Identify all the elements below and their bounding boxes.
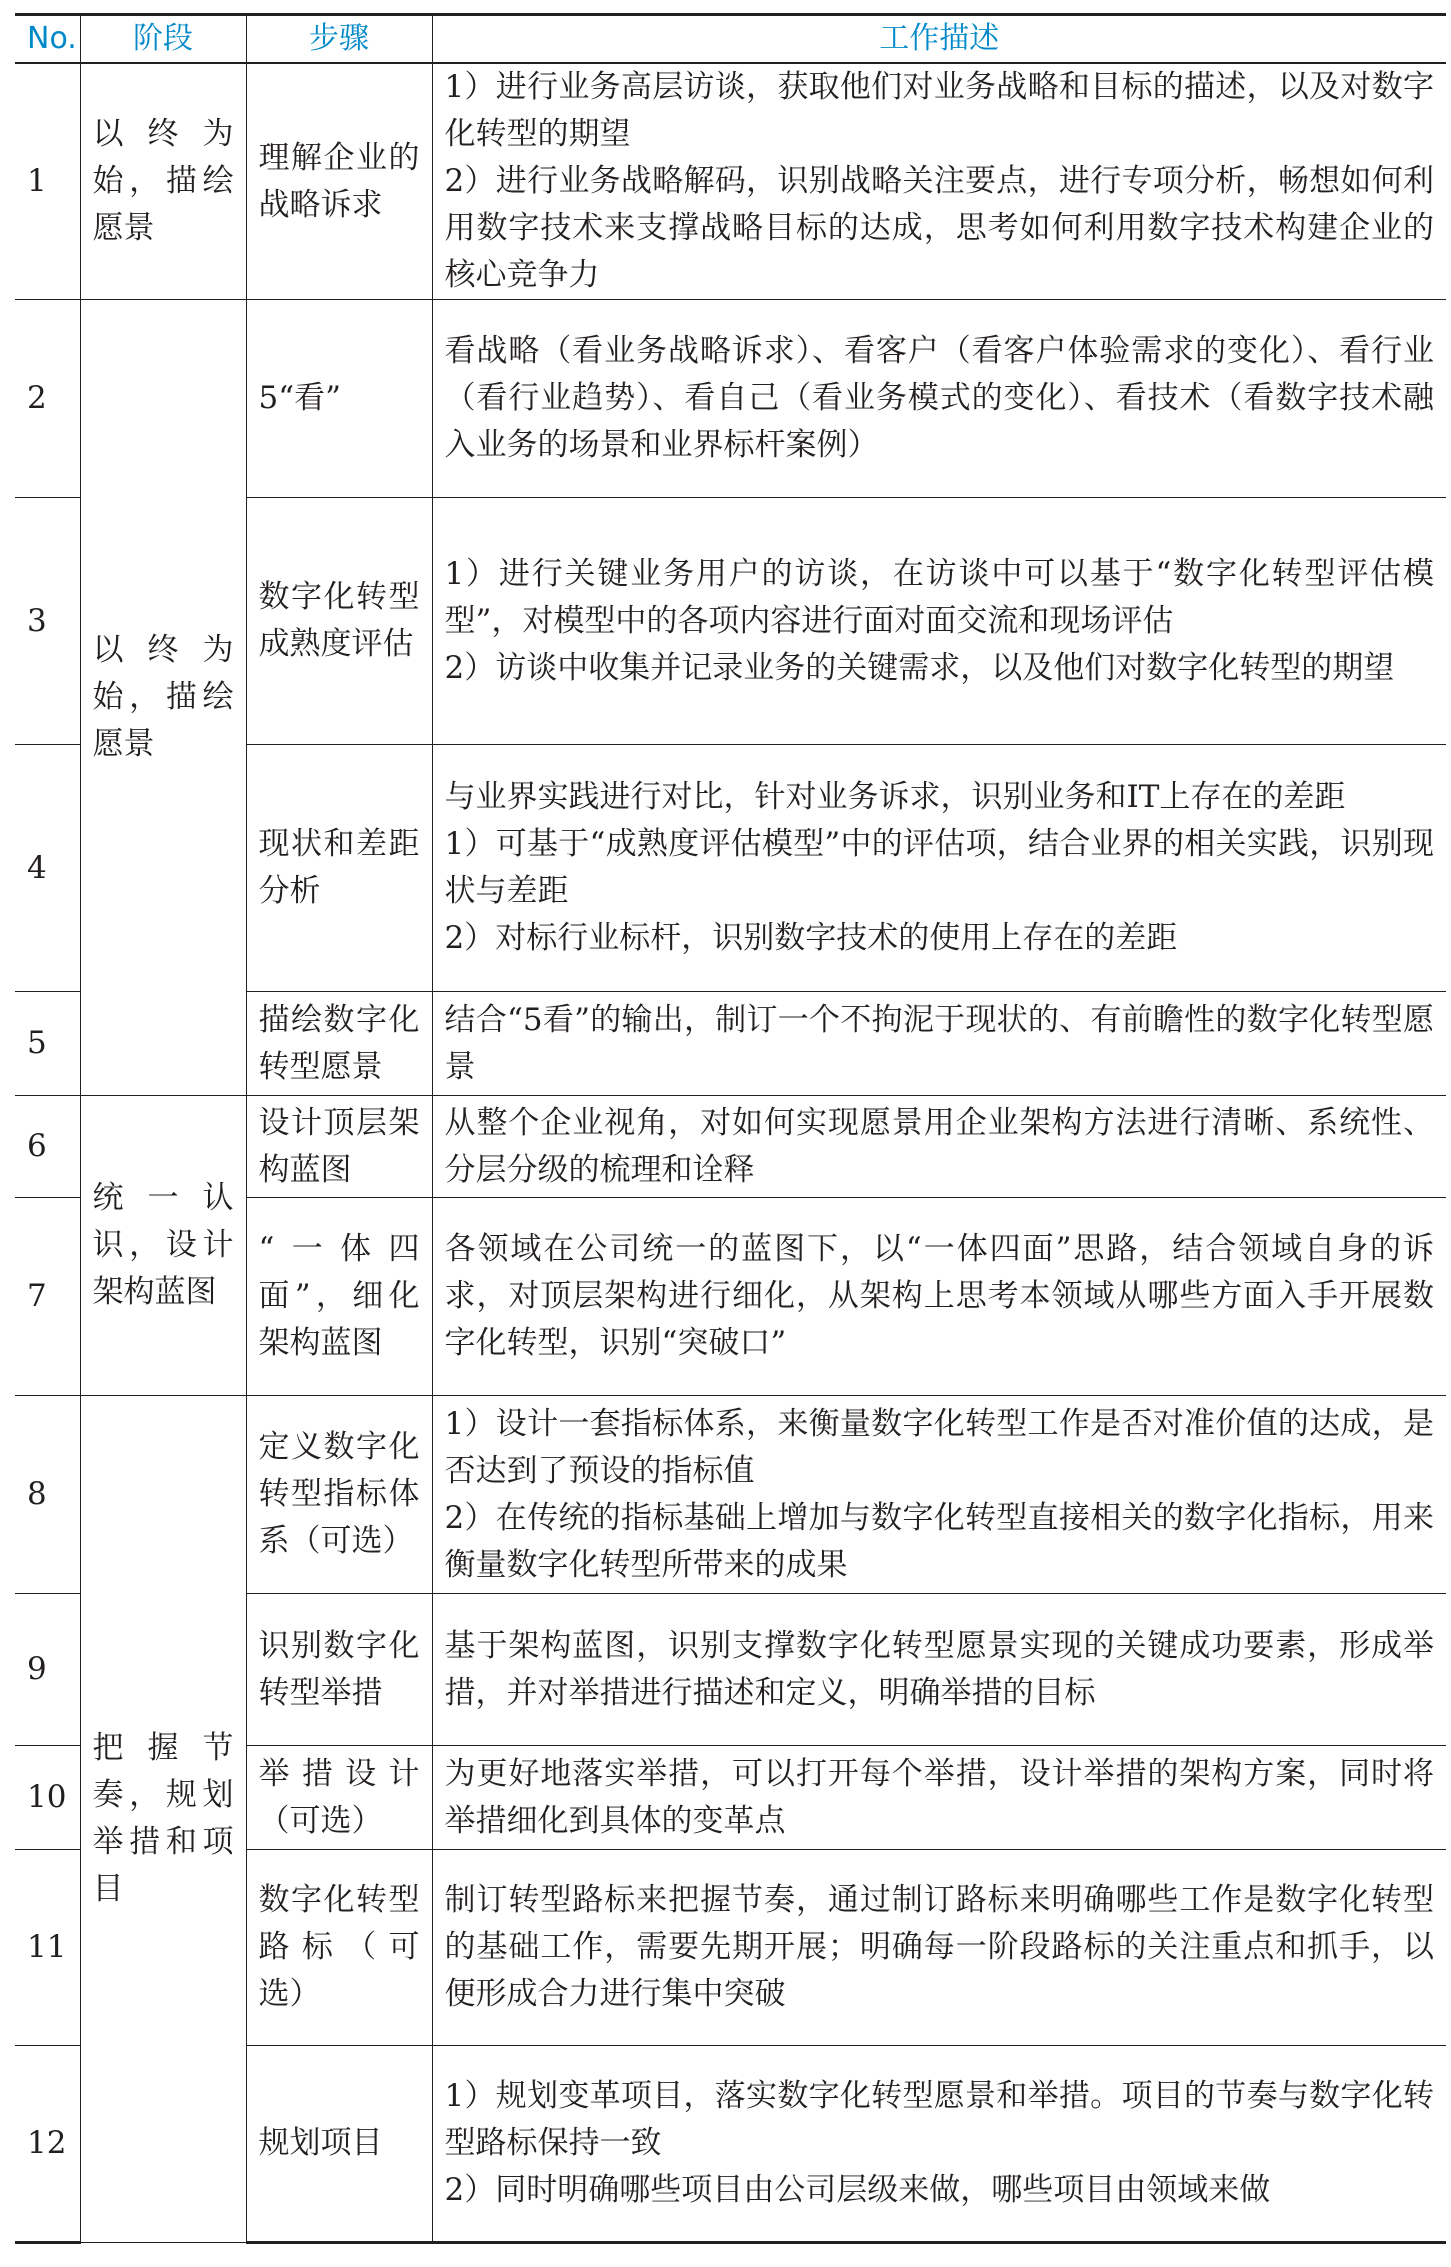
description-cell (432, 1198, 1446, 1396)
description-cell (432, 745, 1446, 992)
row-number: 1 (15, 63, 80, 300)
stage-cell: 以终为始，描绘愿景 (80, 300, 246, 1096)
step-cell: 现状和差距分析 (246, 745, 432, 992)
table-row (15, 1396, 1446, 1594)
description-cell (432, 1746, 1446, 1850)
row-number: 10 (15, 1746, 80, 1850)
stage-cell: 把握节奏，规划举措和项目 (80, 1396, 246, 2243)
description-line: 与业界实践进行对比，针对业务诉求，识别业务和IT上存在的差距 (444, 779, 1346, 815)
table-row (15, 1096, 1446, 1198)
row-number: 5 (15, 992, 80, 1096)
description-line: 各领域在公司统一的蓝图下，以“一体四面”思路，结合领域自身的诉求，对顶层架构进行细化，从架构上思考本领域从哪些方面入手开展数字化转型，识别“突破口” (444, 1231, 1434, 1361)
stage-cell: 以终为始，描绘愿景 (80, 63, 246, 300)
description-line: 1）可基于“成熟度评估模型”中的评估项，结合业界的相关实践，识别现状与差距 (444, 826, 1434, 909)
header-no: No. (15, 15, 80, 64)
description-cell (432, 1396, 1446, 1594)
table-row (15, 300, 1446, 498)
description-cell (432, 63, 1446, 300)
description-cell (432, 300, 1446, 498)
description-line: 2）访谈中收集并记录业务的关键需求，以及他们对数字化转型的期望 (444, 649, 1395, 686)
description-line: 1）进行业务高层访谈，获取他们对业务战略和目标的描述，以及对数字化转型的期望 (444, 69, 1434, 152)
header-step: 步骤 (246, 15, 432, 64)
description-line: 2）同时明确哪些项目由公司层级来做，哪些项目由领域来做 (444, 2172, 1271, 2208)
description-cell (432, 2046, 1446, 2243)
description-line: 从整个企业视角，对如何实现愿景用企业架构方法进行清晰、系统性、分层分级的梳理和诠释 (444, 1104, 1434, 1188)
description-cell (432, 1594, 1446, 1746)
step-cell: 5“看” (246, 300, 432, 498)
header-row (15, 15, 1446, 64)
step-cell: “一体四面”，细化架构蓝图 (246, 1198, 432, 1396)
row-number: 4 (15, 745, 80, 992)
description-cell (432, 992, 1446, 1096)
table-row (15, 63, 1446, 300)
description-line: 结合“5看”的输出，制订一个不拘泥于现状的、有前瞻性的数字化转型愿景 (444, 1001, 1434, 1085)
row-number: 7 (15, 1198, 80, 1396)
step-cell: 描绘数字化转型愿景 (246, 992, 432, 1096)
step-cell: 数字化转型路标（可选） (246, 1850, 432, 2046)
step-cell: 定义数字化转型指标体系（可选） (246, 1396, 432, 1594)
row-number: 12 (15, 2046, 80, 2243)
step-cell: 理解企业的战略诉求 (246, 63, 432, 300)
description-line: 看战略（看业务战略诉求）、看客户（看客户体验需求的变化）、看行业（看行业趋势）、看自己（看业务模式的变化）、看技术（看数字技术融入业务的场景和业界标杆案例） (444, 333, 1434, 463)
step-cell: 设计顶层架构蓝图 (246, 1096, 432, 1198)
step-cell: 规划项目 (246, 2046, 432, 2243)
description-line: 为更好地落实举措，可以打开每个举措，设计举措的架构方案，同时将举措细化到具体的变革点 (444, 1755, 1434, 1839)
header-description: 工作描述 (432, 15, 1446, 64)
transformation-steps-table (15, 13, 1446, 2244)
row-number: 8 (15, 1396, 80, 1594)
row-number: 2 (15, 300, 80, 498)
description-line: 1）进行关键业务用户的访谈，在访谈中可以基于“数字化转型评估模型”，对模型中的各项内容进行面对面交流和现场评估 (444, 555, 1434, 639)
description-line: 1）规划变革项目，落实数字化转型愿景和举措。项目的节奏与数字化转型路标保持一致 (444, 2078, 1434, 2161)
description-line: 2）进行业务战略解码，识别战略关注要点，进行专项分析，畅想如何利用数字技术来支撑战略目标的达成，思考如何利用数字技术构建企业的核心竞争力 (444, 163, 1434, 293)
step-cell: 数字化转型成熟度评估 (246, 498, 432, 745)
description-cell (432, 1850, 1446, 2046)
header-stage: 阶段 (80, 15, 246, 64)
description-line: 制订转型路标来把握节奏，通过制订路标来明确哪些工作是数字化转型的基础工作，需要先期开展；明确每一阶段路标的关注重点和抓手，以便形成合力进行集中突破 (444, 1882, 1434, 2012)
row-number: 11 (15, 1850, 80, 2046)
step-cell: 识别数字化转型举措 (246, 1594, 432, 1746)
stage-cell: 统一认识，设计架构蓝图 (80, 1096, 246, 1396)
description-cell (432, 1096, 1446, 1198)
row-number: 6 (15, 1096, 80, 1198)
description-line: 2）在传统的指标基础上增加与数字化转型直接相关的数字化指标，用来衡量数字化转型所带来的成果 (444, 1499, 1434, 1583)
row-number: 3 (15, 498, 80, 745)
description-cell (432, 498, 1446, 745)
description-line: 基于架构蓝图，识别支撑数字化转型愿景实现的关键成功要素，形成举措，并对举措进行描述和定义，明确举措的目标 (444, 1627, 1434, 1711)
description-line: 1）设计一套指标体系，来衡量数字化转型工作是否对准价值的达成，是否达到了预设的指标值 (444, 1405, 1434, 1489)
row-number: 9 (15, 1594, 80, 1746)
description-line: 2）对标行业标杆，识别数字技术的使用上存在的差距 (444, 920, 1178, 956)
step-cell: 举措设计（可选） (246, 1746, 432, 1850)
